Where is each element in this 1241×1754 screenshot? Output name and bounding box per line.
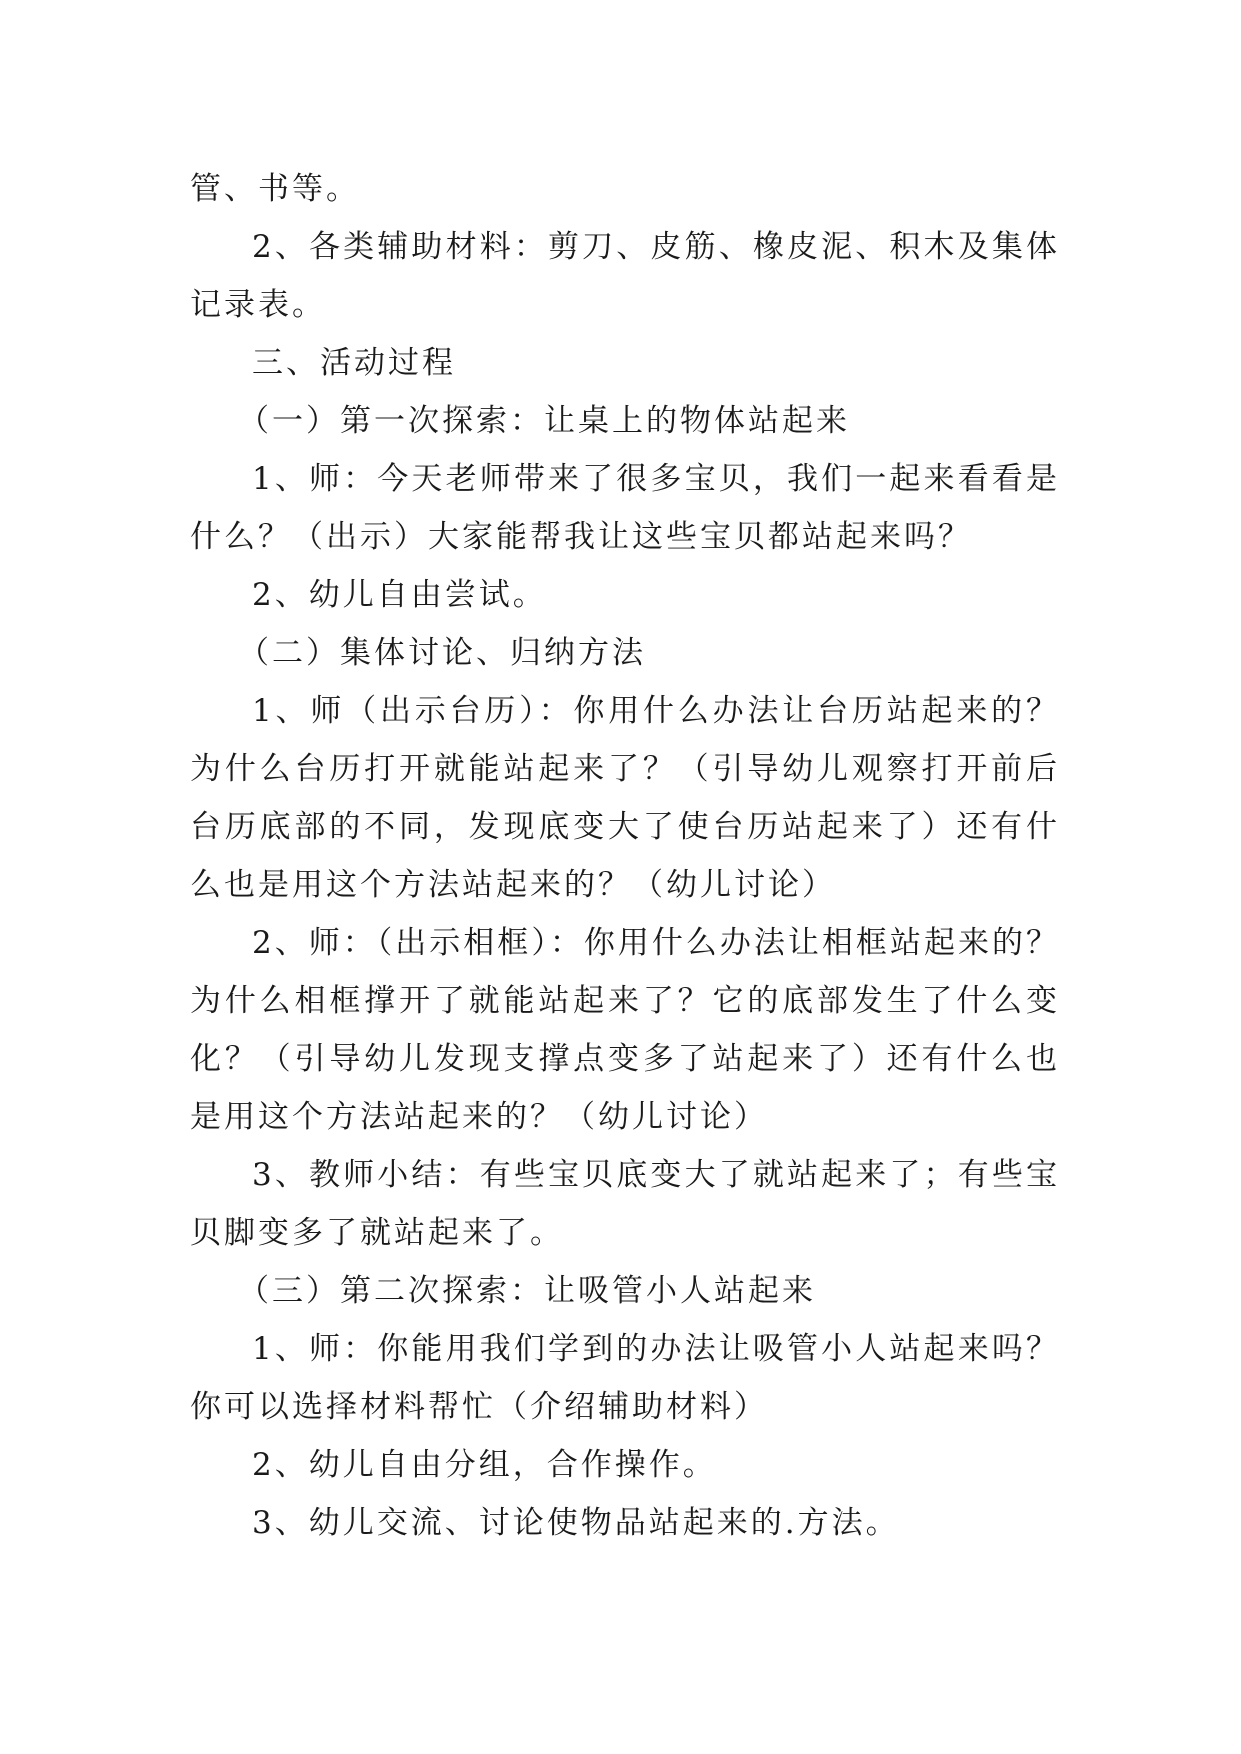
paragraph-step-2-2: 2、师：（出示相框）：你用什么办法让相框站起来的？为什么相框撑开了就能站起来了？它的底部发生了什么变化？（引导幼儿发现支撑点变多了站起来了）还有什么也是用这个方法站起来的？（幼儿讨论） [190, 925, 1060, 1135]
paragraph-step-3-2: 2、幼儿自由分组，合作操作。 [252, 1447, 717, 1483]
paragraph-step-3-3: 3、幼儿交流、讨论使物品站起来的.方法。 [252, 1505, 900, 1541]
section-heading-activity-process: 三、活动过程 [252, 345, 456, 381]
paragraph-step-1-2: 2、幼儿自由尝试。 [252, 577, 547, 613]
subsection-heading-3: （三）第二次探索：让吸管小人站起来 [238, 1273, 816, 1309]
subsection-heading-1: （一）第一次探索：让桌上的物体站起来 [238, 403, 850, 439]
paragraph-step-3-1: 1、师：你能用我们学到的办法让吸管小人站起来吗？你可以选择材料帮忙（介绍辅助材料） [190, 1331, 1060, 1425]
paragraph-step-2-1: 1、师（出示台历）：你用什么办法让台历站起来的？为什么台历打开就能站起来了？（引导幼儿观察打开前后台历底部的不同，发现底变大了使台历站起来了）还有什么也是用这个方法站起来的？（幼儿讨论） [190, 693, 1060, 903]
paragraph-materials-2: 2、各类辅助材料：剪刀、皮筋、橡皮泥、积木及集体记录表。 [190, 229, 1060, 323]
paragraph-step-2-3: 3、教师小结：有些宝贝底变大了就站起来了；有些宝贝脚变多了就站起来了。 [190, 1157, 1060, 1251]
document-body [190, 160, 1060, 1552]
paragraph-step-1-1: 1、师：今天老师带来了很多宝贝，我们一起来看看是什么？（出示）大家能帮我让这些宝贝都站起来吗？ [190, 461, 1060, 555]
paragraph-continuation: 管、书等。 [190, 171, 360, 207]
subsection-heading-2: （二）集体讨论、归纳方法 [238, 635, 646, 671]
